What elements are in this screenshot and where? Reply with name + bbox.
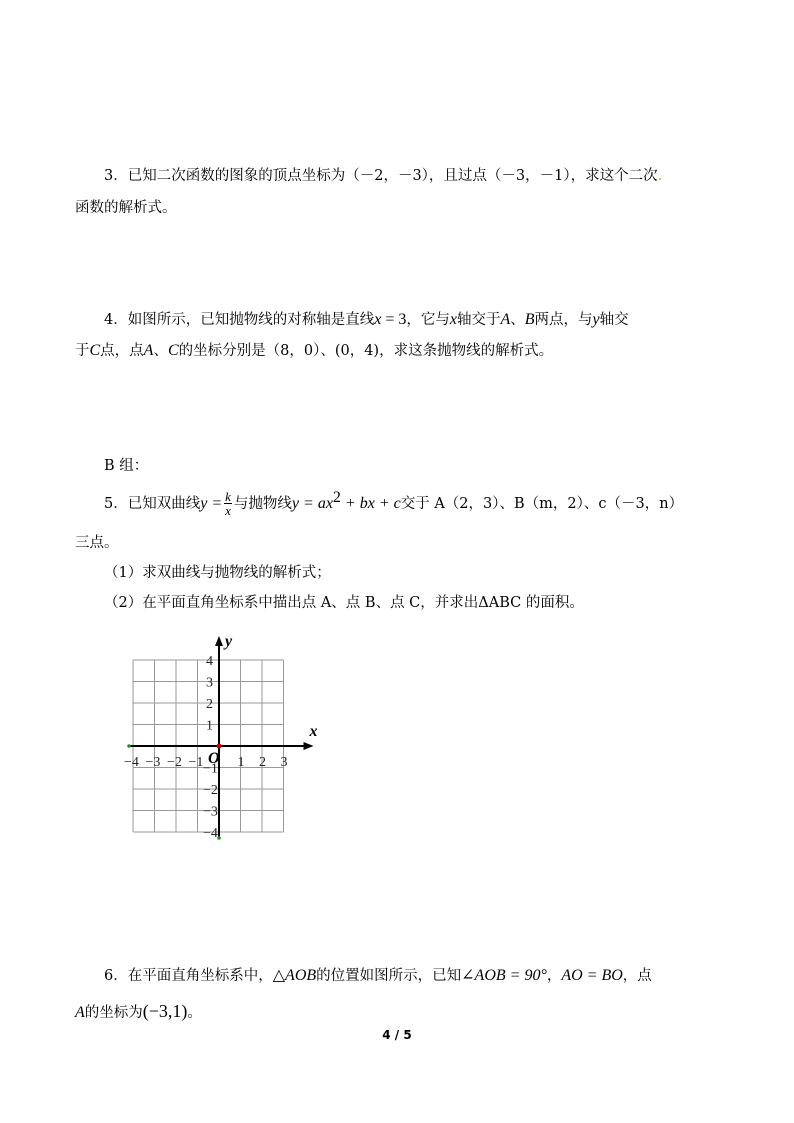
x-axis-arrow [304,742,314,750]
axes [127,636,313,840]
q5-sub2: （2）在平面直角坐标系中描出点 A、点 B、点 C，并求出ΔABC 的面积。 [104,595,584,611]
y-axis-arrow [215,636,223,646]
group-b-label: B 组： [104,458,149,474]
x-tick-label: 3 [280,755,288,770]
q5-line2: 三点。 [75,535,119,551]
y-tick-label: −2 [203,783,218,798]
fraction-k-over-x: $\frac{k}{x}$ [225,489,231,519]
q3-line2: 函数的解析式。 [75,200,177,216]
y-tick-label: −1 [203,761,218,777]
origin-label: O [208,750,220,767]
x-tick-label: −1 [188,755,204,770]
q5-line1: 5．已知双曲线y = $\frac{k}{x}$ 与抛物线$y = ax^2$ + bx + c交于 A（2，3）、B（m，2）、c（－3，n） [104,489,684,519]
q4-line2: 于C点，点A、C的坐标分别是（8，0）、(0，4)，求这条抛物线的解析式。 [75,342,554,359]
x-tick-label: −2 [167,755,182,770]
y-tick-label: −4 [203,826,218,841]
tick-labels [124,633,318,841]
q3-line1: 3．已知二次函数的图象的顶点坐标为（－2，－3），且过点（－3，－1），求这个二次. [104,168,663,184]
y-tick-label: 2 [206,697,213,712]
y-tick-label: −3 [203,804,218,820]
page-number: 4 / 5 [382,1028,412,1042]
x-tick-label: −4 [124,755,139,770]
x-tick-label: 2 [259,755,266,770]
coordinate-grid [120,620,330,850]
data-point [217,744,222,749]
q4-line1: 4．如图所示，已知抛物线的对称轴是直线x = 3，它与x轴交于A、B两点，与y轴交 [104,311,629,328]
q6-line1: 6．在平面直角坐标系中，△AOB的位置如图所示，已知∠AOB = 90°，AO = BO，点 [104,967,652,984]
x-axis-label: x [309,723,318,740]
y-tick-label: 4 [206,654,213,669]
q5-sub1: （1）求双曲线与抛物线的解析式； [104,565,331,581]
x-tick-label: 1 [237,755,245,770]
y-tick-label: 3 [206,675,213,691]
y-axis-label: y [225,633,233,650]
q6-line2: A的坐标为(−3,1)。 [75,1001,202,1021]
x-tick-label: −3 [145,755,161,770]
x-axis-end-dot [127,744,131,748]
points [217,744,222,749]
y-tick-label: 1 [206,718,213,734]
